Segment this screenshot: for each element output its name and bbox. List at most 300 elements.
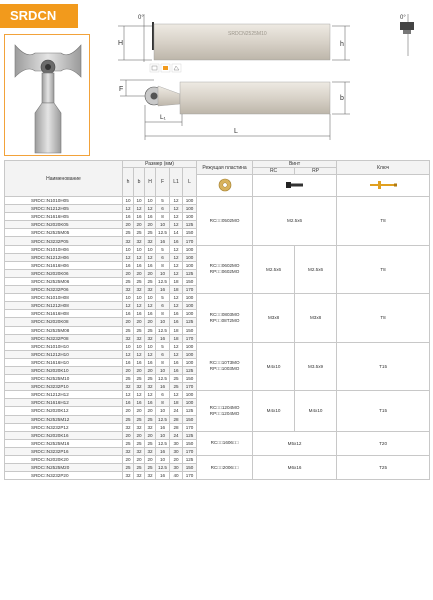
dim-L1-cell: 25 bbox=[170, 375, 183, 383]
dim-L1-cell: 18 bbox=[170, 277, 183, 285]
dim-L1-cell: 18 bbox=[170, 326, 183, 334]
dim-b-cell: 25 bbox=[134, 229, 145, 237]
tool-name-cell: SRDC□N2525M05 bbox=[5, 229, 123, 237]
screw-icon bbox=[285, 180, 305, 190]
dim-L1-cell: 16 bbox=[170, 358, 183, 366]
tool-name-cell: SRDC□N1616H12 bbox=[5, 399, 123, 407]
tool-name-cell: SRDC□N2020K16 bbox=[5, 431, 123, 439]
dim-H-cell: 25 bbox=[145, 326, 156, 334]
insert-code: RP□□08T2MO bbox=[209, 317, 240, 323]
dim-F-cell: 12.5 bbox=[156, 375, 170, 383]
dim-H-cell: 20 bbox=[145, 366, 156, 374]
dim-L1-cell: 12 bbox=[170, 213, 183, 221]
dim-F-label: F bbox=[119, 86, 124, 93]
dim-b-cell: 25 bbox=[134, 277, 145, 285]
insert-cell bbox=[197, 456, 253, 480]
col-h-header: h bbox=[123, 168, 134, 197]
key-cell: T8 bbox=[337, 294, 430, 343]
dim-H-cell: 32 bbox=[145, 472, 156, 480]
dim-H-cell: 32 bbox=[145, 237, 156, 245]
dim-h-cell: 32 bbox=[123, 472, 134, 480]
dim-H-cell: 12 bbox=[145, 205, 156, 213]
dim-F-cell: 6 bbox=[156, 391, 170, 399]
insert-code: RC□□0502MO bbox=[209, 217, 240, 223]
dim-L-cell: 100 bbox=[183, 350, 197, 358]
insert-cell bbox=[197, 342, 253, 391]
tool-thumbnail-image bbox=[5, 35, 91, 157]
dim-L-cell: 125 bbox=[183, 456, 197, 464]
table-row bbox=[5, 431, 430, 439]
dim-H-cell: 32 bbox=[145, 383, 156, 391]
key-cell: T15 bbox=[337, 342, 430, 391]
dim-b-cell: 12 bbox=[134, 253, 145, 261]
dim-H-cell: 32 bbox=[145, 447, 156, 455]
tool-name-cell: SRDC□N2525M10 bbox=[5, 375, 123, 383]
dim-b-cell: 20 bbox=[134, 431, 145, 439]
dim-F-cell: 10 bbox=[156, 221, 170, 229]
view-icons bbox=[150, 64, 181, 72]
tool-name-cell: SRDC□N2525M06 bbox=[5, 277, 123, 285]
screw-rp-cell: M2.5x6 bbox=[295, 245, 337, 294]
dim-F-cell: 8 bbox=[156, 310, 170, 318]
dim-h-cell: 20 bbox=[123, 431, 134, 439]
dim-L-cell: 100 bbox=[183, 342, 197, 350]
dim-H-cell: 12 bbox=[145, 350, 156, 358]
dim-h-cell: 10 bbox=[123, 342, 134, 350]
dim-F-cell: 6 bbox=[156, 253, 170, 261]
product-code: SRDCN bbox=[10, 8, 57, 23]
spec-table bbox=[4, 160, 430, 480]
dim-H-cell: 25 bbox=[145, 229, 156, 237]
dim-b-cell: 25 bbox=[134, 439, 145, 447]
dim-h-cell: 16 bbox=[123, 310, 134, 318]
dim-b-cell: 16 bbox=[134, 358, 145, 366]
tool-name-cell: SRDC□N3232P10 bbox=[5, 383, 123, 391]
tool-drawing bbox=[110, 0, 433, 150]
dim-L-label: L bbox=[234, 128, 238, 135]
insert-cell bbox=[197, 294, 253, 343]
tool-name-cell: SRDC□N2525M20 bbox=[5, 464, 123, 472]
dim-L-cell: 100 bbox=[183, 302, 197, 310]
dim-b-cell: 10 bbox=[134, 197, 145, 205]
dim-L1-cell: 18 bbox=[170, 334, 183, 342]
dim-b-cell: 25 bbox=[134, 464, 145, 472]
col-rc-header: RC bbox=[253, 168, 295, 175]
dim-h-cell: 25 bbox=[123, 229, 134, 237]
insert-code: RP□□1204MO bbox=[209, 410, 240, 416]
dim-F-cell: 10 bbox=[156, 318, 170, 326]
insert-cell bbox=[197, 197, 253, 246]
dim-h-cell: 10 bbox=[123, 245, 134, 253]
dim-b-cell: 20 bbox=[134, 456, 145, 464]
dim-L1-cell: 12 bbox=[170, 253, 183, 261]
insert-code: RC□□2006□□ bbox=[210, 464, 239, 470]
dim-F-cell: 16 bbox=[156, 237, 170, 245]
dim-H-cell: 12 bbox=[145, 253, 156, 261]
dim-b-cell: 20 bbox=[134, 407, 145, 415]
tool-name-cell: SRDC□N3232P12 bbox=[5, 423, 123, 431]
dim-h-cell: 32 bbox=[123, 286, 134, 294]
insert-code: RC□□0803MO bbox=[209, 311, 240, 317]
dim-h-cell: 16 bbox=[123, 261, 134, 269]
dim-h-cell: 25 bbox=[123, 415, 134, 423]
dim-F-cell: 10 bbox=[156, 431, 170, 439]
spec-table-body bbox=[5, 197, 430, 480]
key-icon-cell bbox=[337, 175, 430, 197]
tool-name-cell: SRDC□N3232P08 bbox=[5, 334, 123, 342]
tool-name-cell: SRDC□N2020K12 bbox=[5, 407, 123, 415]
dim-L-cell: 170 bbox=[183, 334, 197, 342]
dim-H-cell: 25 bbox=[145, 375, 156, 383]
dim-L-cell: 100 bbox=[183, 197, 197, 205]
dim-h-cell: 12 bbox=[123, 391, 134, 399]
dim-h-cell: 25 bbox=[123, 439, 134, 447]
dim-F-cell: 12.5 bbox=[156, 229, 170, 237]
dim-L1-cell: 12 bbox=[170, 261, 183, 269]
dim-H-cell: 16 bbox=[145, 399, 156, 407]
dim-L-cell: 125 bbox=[183, 221, 197, 229]
dim-L1-cell: 30 bbox=[170, 464, 183, 472]
dim-b-cell: 20 bbox=[134, 318, 145, 326]
insert-code: RC□□10T3MO bbox=[209, 360, 240, 366]
dim-L-cell: 100 bbox=[183, 213, 197, 221]
table-row bbox=[5, 245, 430, 253]
dim-b-cell: 25 bbox=[134, 415, 145, 423]
col-insert-header: Режущая пластина bbox=[197, 161, 253, 175]
dim-L-cell: 100 bbox=[183, 310, 197, 318]
dim-L1-label: L₁ bbox=[160, 114, 166, 121]
dim-H-cell: 32 bbox=[145, 334, 156, 342]
tool-name-cell: SRDC□N2020K06 bbox=[5, 269, 123, 277]
dim-F-cell: 12.5 bbox=[156, 464, 170, 472]
dim-L1-cell: 25 bbox=[170, 383, 183, 391]
dim-L1-cell: 18 bbox=[170, 286, 183, 294]
dim-b-cell: 12 bbox=[134, 205, 145, 213]
dim-L-cell: 150 bbox=[183, 277, 197, 285]
dim-F-cell: 16 bbox=[156, 447, 170, 455]
dim-b-cell: 32 bbox=[134, 423, 145, 431]
dim-L-cell: 125 bbox=[183, 407, 197, 415]
tool-name-cell: SRDC□N2525M16 bbox=[5, 439, 123, 447]
col-rp-header: RP bbox=[295, 168, 337, 175]
dim-F-cell: 5 bbox=[156, 197, 170, 205]
insert-cell bbox=[197, 431, 253, 455]
col-size-header: Размер (мм) bbox=[123, 161, 197, 168]
screw-rc-cell: M2.5x6 bbox=[253, 197, 337, 246]
dim-b-cell: 32 bbox=[134, 286, 145, 294]
dim-H-cell: 20 bbox=[145, 269, 156, 277]
dim-b-cell: 10 bbox=[134, 245, 145, 253]
dim-H-cell: 12 bbox=[145, 302, 156, 310]
dim-H-cell: 25 bbox=[145, 415, 156, 423]
dim-h-cell: 32 bbox=[123, 383, 134, 391]
dim-F-cell: 10 bbox=[156, 269, 170, 277]
dim-L1-cell: 14 bbox=[170, 229, 183, 237]
dim-F-cell: 8 bbox=[156, 213, 170, 221]
dim-h-cell: 32 bbox=[123, 334, 134, 342]
dim-h-cell: 10 bbox=[123, 197, 134, 205]
dim-H-cell: 32 bbox=[145, 286, 156, 294]
tool-engraving: SRDCN2525M10 bbox=[228, 31, 267, 37]
dim-h-cell: 16 bbox=[123, 399, 134, 407]
dim-L-cell: 170 bbox=[183, 383, 197, 391]
col-screw-header: Винт bbox=[253, 161, 337, 168]
dim-L-cell: 100 bbox=[183, 261, 197, 269]
dim-h-cell: 25 bbox=[123, 375, 134, 383]
screw-rp-cell: M4x10 bbox=[295, 391, 337, 431]
dim-L1-cell: 12 bbox=[170, 205, 183, 213]
dim-L-cell: 150 bbox=[183, 229, 197, 237]
dim-h-cell: 20 bbox=[123, 407, 134, 415]
dim-b-cell: 12 bbox=[134, 350, 145, 358]
dim-h-cell: 20 bbox=[123, 366, 134, 374]
dim-F-cell: 6 bbox=[156, 302, 170, 310]
tool-name-cell: SRDC□N1616H10 bbox=[5, 358, 123, 366]
col-b-header: b bbox=[134, 168, 145, 197]
screw-rp-cell: M3x8 bbox=[295, 294, 337, 343]
dim-b-cell: 32 bbox=[134, 237, 145, 245]
insert-code: RC□□1606□□ bbox=[210, 440, 239, 446]
dim-b-cell: 32 bbox=[134, 472, 145, 480]
torx-key-icon bbox=[368, 180, 398, 190]
dim-L1-cell: 16 bbox=[170, 366, 183, 374]
tool-name-cell: SRDC□N1212H10 bbox=[5, 350, 123, 358]
dim-H-cell: 20 bbox=[145, 407, 156, 415]
insert-code: RC□□0602MO bbox=[209, 263, 240, 269]
dim-b-cell: 16 bbox=[134, 261, 145, 269]
tool-name-cell: SRDC□N2020K10 bbox=[5, 366, 123, 374]
dim-L-cell: 170 bbox=[183, 286, 197, 294]
dim-H-cell: 20 bbox=[145, 221, 156, 229]
dim-F-cell: 10 bbox=[156, 456, 170, 464]
col-F-header: F bbox=[156, 168, 170, 197]
dim-L1-cell: 12 bbox=[170, 342, 183, 350]
angle-top-label: 0° bbox=[138, 15, 144, 21]
dim-L-cell: 125 bbox=[183, 269, 197, 277]
key-cell: T8 bbox=[337, 197, 430, 246]
dim-L1-cell: 12 bbox=[170, 302, 183, 310]
dim-h-cell: 32 bbox=[123, 423, 134, 431]
dim-H-cell: 20 bbox=[145, 431, 156, 439]
tool-name-cell: SRDC□N3232P16 bbox=[5, 447, 123, 455]
insert-code: RP□□0602MO bbox=[209, 269, 240, 275]
dim-F-cell: 6 bbox=[156, 205, 170, 213]
col-H-header: H bbox=[145, 168, 156, 197]
dim-F-cell: 10 bbox=[156, 407, 170, 415]
dim-h-cell: 25 bbox=[123, 326, 134, 334]
dim-b-cell: 12 bbox=[134, 391, 145, 399]
dim-L-cell: 170 bbox=[183, 472, 197, 480]
dim-L1-cell: 18 bbox=[170, 399, 183, 407]
tool-name-cell: SRDC□N1616H06 bbox=[5, 261, 123, 269]
insert-icon-cell bbox=[197, 175, 253, 197]
dim-L-cell: 100 bbox=[183, 205, 197, 213]
tool-name-cell: SRDC□N2020K08 bbox=[5, 318, 123, 326]
dim-H-cell: 10 bbox=[145, 197, 156, 205]
dim-L1-cell: 24 bbox=[170, 407, 183, 415]
dim-h-label: h bbox=[340, 41, 344, 48]
tool-name-cell: SRDC□N1010H06 bbox=[5, 245, 123, 253]
dim-h-cell: 12 bbox=[123, 302, 134, 310]
dim-L1-cell: 12 bbox=[170, 391, 183, 399]
dim-F-cell: 5 bbox=[156, 342, 170, 350]
dim-H-cell: 16 bbox=[145, 213, 156, 221]
dim-L-cell: 100 bbox=[183, 399, 197, 407]
dim-L-cell: 150 bbox=[183, 326, 197, 334]
col-name-header: Наименование bbox=[5, 161, 123, 197]
dim-L-cell: 125 bbox=[183, 318, 197, 326]
dim-h-cell: 12 bbox=[123, 253, 134, 261]
dim-F-cell: 8 bbox=[156, 399, 170, 407]
dim-h-cell: 32 bbox=[123, 237, 134, 245]
dim-L-cell: 150 bbox=[183, 375, 197, 383]
dim-b-cell: 12 bbox=[134, 302, 145, 310]
dim-L1-cell: 12 bbox=[170, 197, 183, 205]
dim-L-cell: 150 bbox=[183, 439, 197, 447]
dim-h-cell: 10 bbox=[123, 294, 134, 302]
screw-rp-cell: M3.5x9 bbox=[295, 342, 337, 391]
table-row bbox=[5, 197, 430, 205]
dim-H-cell: 25 bbox=[145, 464, 156, 472]
insert-cell bbox=[197, 245, 253, 294]
dim-b-cell: 16 bbox=[134, 310, 145, 318]
table-row bbox=[5, 342, 430, 350]
tool-name-cell: SRDC□N3232P06 bbox=[5, 286, 123, 294]
dim-b-cell: 10 bbox=[134, 342, 145, 350]
tool-name-cell: SRDC□N1010H10 bbox=[5, 342, 123, 350]
dim-H-cell: 20 bbox=[145, 318, 156, 326]
dim-L-cell: 170 bbox=[183, 447, 197, 455]
screw-rc-cell: M6x16 bbox=[253, 456, 337, 480]
dim-L-cell: 150 bbox=[183, 464, 197, 472]
dim-L1-cell: 20 bbox=[170, 456, 183, 464]
dim-L1-cell: 16 bbox=[170, 318, 183, 326]
dim-H-cell: 32 bbox=[145, 423, 156, 431]
dim-F-cell: 5 bbox=[156, 245, 170, 253]
col-key-header: Ключ bbox=[337, 161, 430, 175]
dim-F-cell: 12.5 bbox=[156, 439, 170, 447]
dim-b-cell: 32 bbox=[134, 383, 145, 391]
tool-name-cell: SRDC□N1010H08 bbox=[5, 294, 123, 302]
table-row bbox=[5, 391, 430, 399]
screw-icon-cell bbox=[253, 175, 337, 197]
dim-H-cell: 12 bbox=[145, 391, 156, 399]
dim-F-cell: 6 bbox=[156, 350, 170, 358]
dim-b-cell: 20 bbox=[134, 269, 145, 277]
key-cell: T25 bbox=[337, 456, 430, 480]
dim-L-cell: 100 bbox=[183, 245, 197, 253]
col-L1-header: L1 bbox=[170, 168, 183, 197]
dim-F-cell: 12.5 bbox=[156, 326, 170, 334]
tool-name-cell: SRDC□N2020K20 bbox=[5, 456, 123, 464]
dim-b-label: b bbox=[340, 95, 344, 102]
dim-h-cell: 25 bbox=[123, 464, 134, 472]
screw-rc-cell: M5x12 bbox=[253, 431, 337, 455]
dim-H-cell: 16 bbox=[145, 261, 156, 269]
dim-b-cell: 16 bbox=[134, 399, 145, 407]
screw-rc-cell: M2.5x6 bbox=[253, 245, 295, 294]
key-cell: T15 bbox=[337, 391, 430, 431]
col-L-header: L bbox=[183, 168, 197, 197]
dim-L1-cell: 24 bbox=[170, 431, 183, 439]
dim-L-cell: 170 bbox=[183, 237, 197, 245]
dim-L1-cell: 28 bbox=[170, 415, 183, 423]
dim-F-cell: 16 bbox=[156, 383, 170, 391]
tool-thumbnail bbox=[4, 34, 90, 156]
dim-L-cell: 100 bbox=[183, 358, 197, 366]
tool-name-cell: SRDC□N1010H05 bbox=[5, 197, 123, 205]
dim-F-cell: 12.5 bbox=[156, 277, 170, 285]
tool-name-cell: SRDC□N2020K05 bbox=[5, 221, 123, 229]
dim-F-cell: 10 bbox=[156, 366, 170, 374]
angle-right-label: 0° bbox=[400, 15, 406, 21]
dim-L1-cell: 12 bbox=[170, 294, 183, 302]
table-row bbox=[5, 294, 430, 302]
table-row bbox=[5, 456, 430, 464]
dim-h-cell: 12 bbox=[123, 205, 134, 213]
dim-b-cell: 32 bbox=[134, 334, 145, 342]
dim-b-cell: 25 bbox=[134, 326, 145, 334]
insert-code: RC□□1204MO bbox=[209, 404, 240, 410]
dim-h-cell: 20 bbox=[123, 221, 134, 229]
dim-h-cell: 12 bbox=[123, 350, 134, 358]
dim-H-cell: 10 bbox=[145, 342, 156, 350]
dim-b-cell: 25 bbox=[134, 375, 145, 383]
key-cell: T8 bbox=[337, 245, 430, 294]
dim-h-cell: 20 bbox=[123, 318, 134, 326]
dim-F-cell: 16 bbox=[156, 472, 170, 480]
dim-h-cell: 25 bbox=[123, 277, 134, 285]
dim-L-cell: 100 bbox=[183, 253, 197, 261]
dim-F-cell: 16 bbox=[156, 423, 170, 431]
insert-cell bbox=[197, 391, 253, 431]
dim-L-cell: 100 bbox=[183, 391, 197, 399]
dim-F-cell: 16 bbox=[156, 286, 170, 294]
key-cell: T20 bbox=[337, 431, 430, 455]
dim-L1-cell: 40 bbox=[170, 472, 183, 480]
screw-rc-cell: M4x10 bbox=[253, 391, 295, 431]
dim-H-cell: 10 bbox=[145, 245, 156, 253]
tool-name-cell: SRDC□N3232P05 bbox=[5, 237, 123, 245]
dim-H-cell: 20 bbox=[145, 456, 156, 464]
dim-L1-cell: 12 bbox=[170, 269, 183, 277]
tool-name-cell: SRDC□N1212H12 bbox=[5, 391, 123, 399]
dim-h-cell: 16 bbox=[123, 213, 134, 221]
dim-b-cell: 10 bbox=[134, 294, 145, 302]
dim-H-cell: 16 bbox=[145, 310, 156, 318]
dim-L1-cell: 30 bbox=[170, 439, 183, 447]
dim-H-cell: 25 bbox=[145, 277, 156, 285]
tool-name-cell: SRDC□N1212H05 bbox=[5, 205, 123, 213]
dim-h-cell: 16 bbox=[123, 358, 134, 366]
dim-L1-cell: 16 bbox=[170, 237, 183, 245]
dim-L1-cell: 12 bbox=[170, 245, 183, 253]
dim-F-cell: 5 bbox=[156, 294, 170, 302]
tool-name-cell: SRDC□N1616H08 bbox=[5, 310, 123, 318]
dim-L1-cell: 16 bbox=[170, 310, 183, 318]
dim-L-cell: 125 bbox=[183, 431, 197, 439]
dim-F-cell: 16 bbox=[156, 334, 170, 342]
tool-name-cell: SRDC□N1616H05 bbox=[5, 213, 123, 221]
dim-L1-cell: 30 bbox=[170, 447, 183, 455]
dim-L-cell: 100 bbox=[183, 294, 197, 302]
insert-code: RP□□1003MO bbox=[209, 366, 240, 372]
dim-F-cell: 8 bbox=[156, 261, 170, 269]
dim-H-cell: 25 bbox=[145, 439, 156, 447]
dim-b-cell: 20 bbox=[134, 366, 145, 374]
dim-H-cell: 16 bbox=[145, 358, 156, 366]
dim-H-label: H bbox=[118, 40, 124, 47]
